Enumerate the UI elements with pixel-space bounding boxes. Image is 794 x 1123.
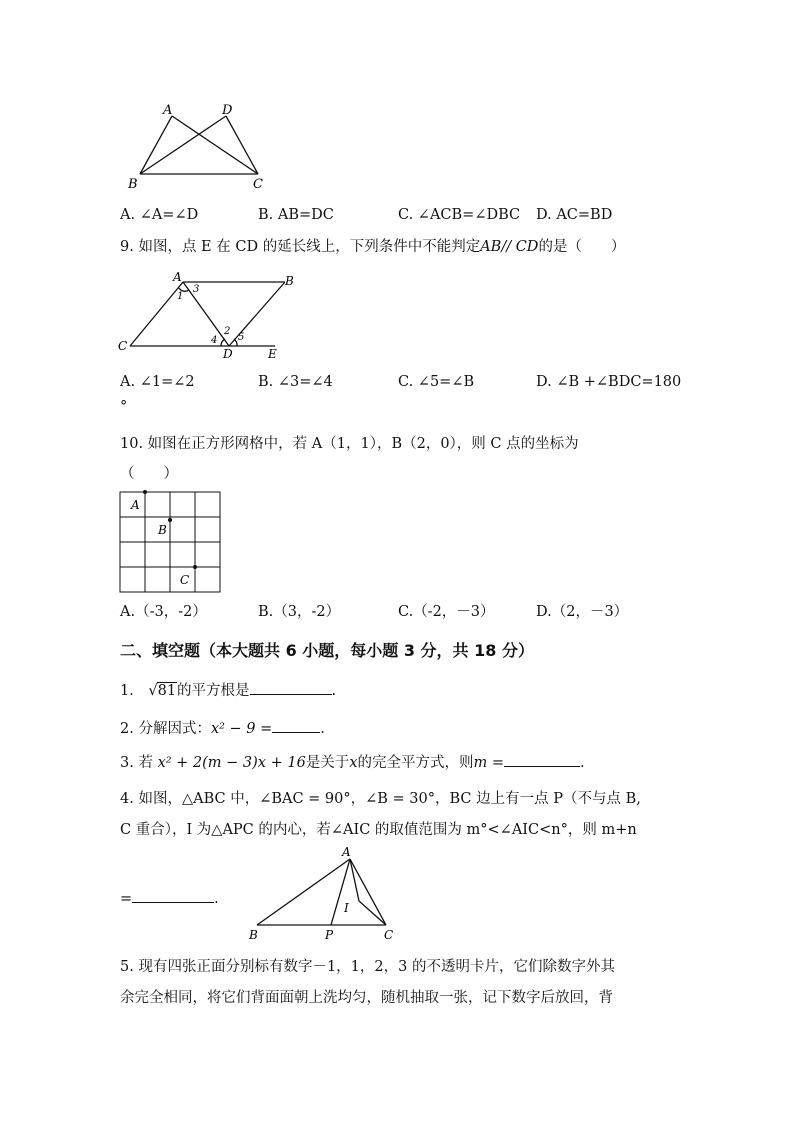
fig9-label-a: A [173,270,182,284]
fill-q4-line1: 4. 如图，△ABC 中，∠BAC = 90°，∠B = 30°，BC 边上有一点 P（不与点 B, [120,791,641,807]
q10-option-b: B.（3，-2） [258,604,341,620]
fig10-label-b: B [158,523,167,537]
fill-q1-radicand: 81 [157,683,177,699]
fill-q4-line3 [120,888,219,909]
fig4-label-c: C [384,928,394,942]
q9-option-wrap: ° [120,399,128,415]
figure-q4-triangle [245,846,405,944]
fig4-label-i: I [344,901,349,915]
fig4-label-a: A [342,846,351,859]
fill-q3-m: m = [473,755,505,771]
fill-q3-text: 是关于 [305,755,350,771]
q8-option-b: B. AB=DC [258,207,334,223]
fig9-angle-5: 5 [238,332,245,343]
fill-q3 [120,752,585,773]
q9-number: 9. [120,239,134,255]
fill-q4-answer-blank[interactable] [132,888,214,903]
q8-option-d: D. AC=BD [536,207,613,223]
fig8-label-a: A [163,103,173,118]
fig9-label-d: D [223,347,233,361]
fig9-label-e: E [268,347,277,361]
q9-option-c: C. ∠5=∠B [398,374,475,390]
q9-option-b: B. ∠3=∠4 [258,374,333,390]
fill-q5-line1: 5. 现有四张正面分别标有数字－1，1，2，3 的不透明卡片，它们除数字外其 [120,959,615,975]
fig9-label-b: B [285,274,294,288]
q10-option-a: A.（-3，-2） [120,604,207,620]
fill-q4-equals: = [120,891,133,907]
fig10-label-a: A [131,498,140,512]
fill-q1 [120,680,336,701]
q9-text-after: 的是（ ） [538,239,626,255]
figure-q9 [115,270,295,362]
fill-q3-text2: 的完全平方式，则 [357,755,474,771]
fig8-label-d: D [222,103,233,118]
fig9-angle-3: 3 [193,284,200,295]
fill-q2 [120,718,325,739]
fig9-angle-4: 4 [211,335,218,346]
fill-q2-number: 2. 分解因式： [120,721,211,737]
fig9-label-c: C [118,339,128,353]
fig4-label-p: P [325,928,334,942]
q8-option-c: C. ∠ACB=∠DBC [398,207,521,223]
q9-option-d: D. ∠B +∠BDC=180 [536,374,682,390]
fill-q3-answer-blank[interactable] [504,752,580,767]
fill-q4-end: . [214,891,219,907]
fig10-label-c: C [180,573,190,587]
fill-q4-line2: C 重合），I 为△APC 的内心，若∠AIC 的取值范围为 m°<∠AIC<n°，则 m+n [120,822,637,838]
fill-q2-expr: x² − 9 = [210,721,273,737]
fill-q1-answer-blank[interactable] [250,680,332,695]
fill-q2-answer-blank[interactable] [272,718,320,733]
fig9-angle-1: 1 [177,291,184,302]
fill-q3-expr: x² + 2(m − 3)x + 16 [157,755,306,771]
fig9-angle-2: 2 [224,326,231,337]
q10-stem: 10. 如图在正方形网格中，若 A（1，1），B（2，0），则 C 点的坐标为 [120,436,579,452]
q9-option-a: A. ∠1=∠2 [120,374,195,390]
section-title-fill-in: 二、填空题（本大题共 6 小题，每小题 3 分，共 18 分） [120,641,534,660]
fill-q3-end: . [580,755,585,771]
fill-q5-line2: 余完全相同，将它们背面面朝上洗均匀，随机抽取一张，记下数字后放回，背 [120,990,613,1006]
q10-option-d: D.（2，－3） [536,604,629,620]
q9-math: AB// CD [480,239,539,255]
sqrt-symbol: √ [148,683,158,699]
q8-option-a: A. ∠A=∠D [120,207,199,223]
fill-q3-number: 3. 若 [120,755,153,771]
fill-q2-end: . [320,721,325,737]
q9-text-before: 如图，点 E 在 CD 的延长线上，下列条件中不能判定 [138,239,481,255]
fig8-label-b: B [128,177,138,192]
q10-option-c: C.（-2，－3） [398,604,495,620]
fill-q3-var: x [349,755,358,771]
fig4-label-b: B [249,928,258,942]
fill-q1-end: . [331,683,337,699]
figure-q10-grid [118,490,224,596]
figure-q8 [120,100,280,195]
fig8-label-c: C [253,177,263,192]
fill-q1-text: 的平方根是 [177,683,250,699]
fill-q1-number: 1． [120,683,144,699]
q9-stem [120,237,625,257]
q10-stem-paren: （ ） [120,466,178,482]
